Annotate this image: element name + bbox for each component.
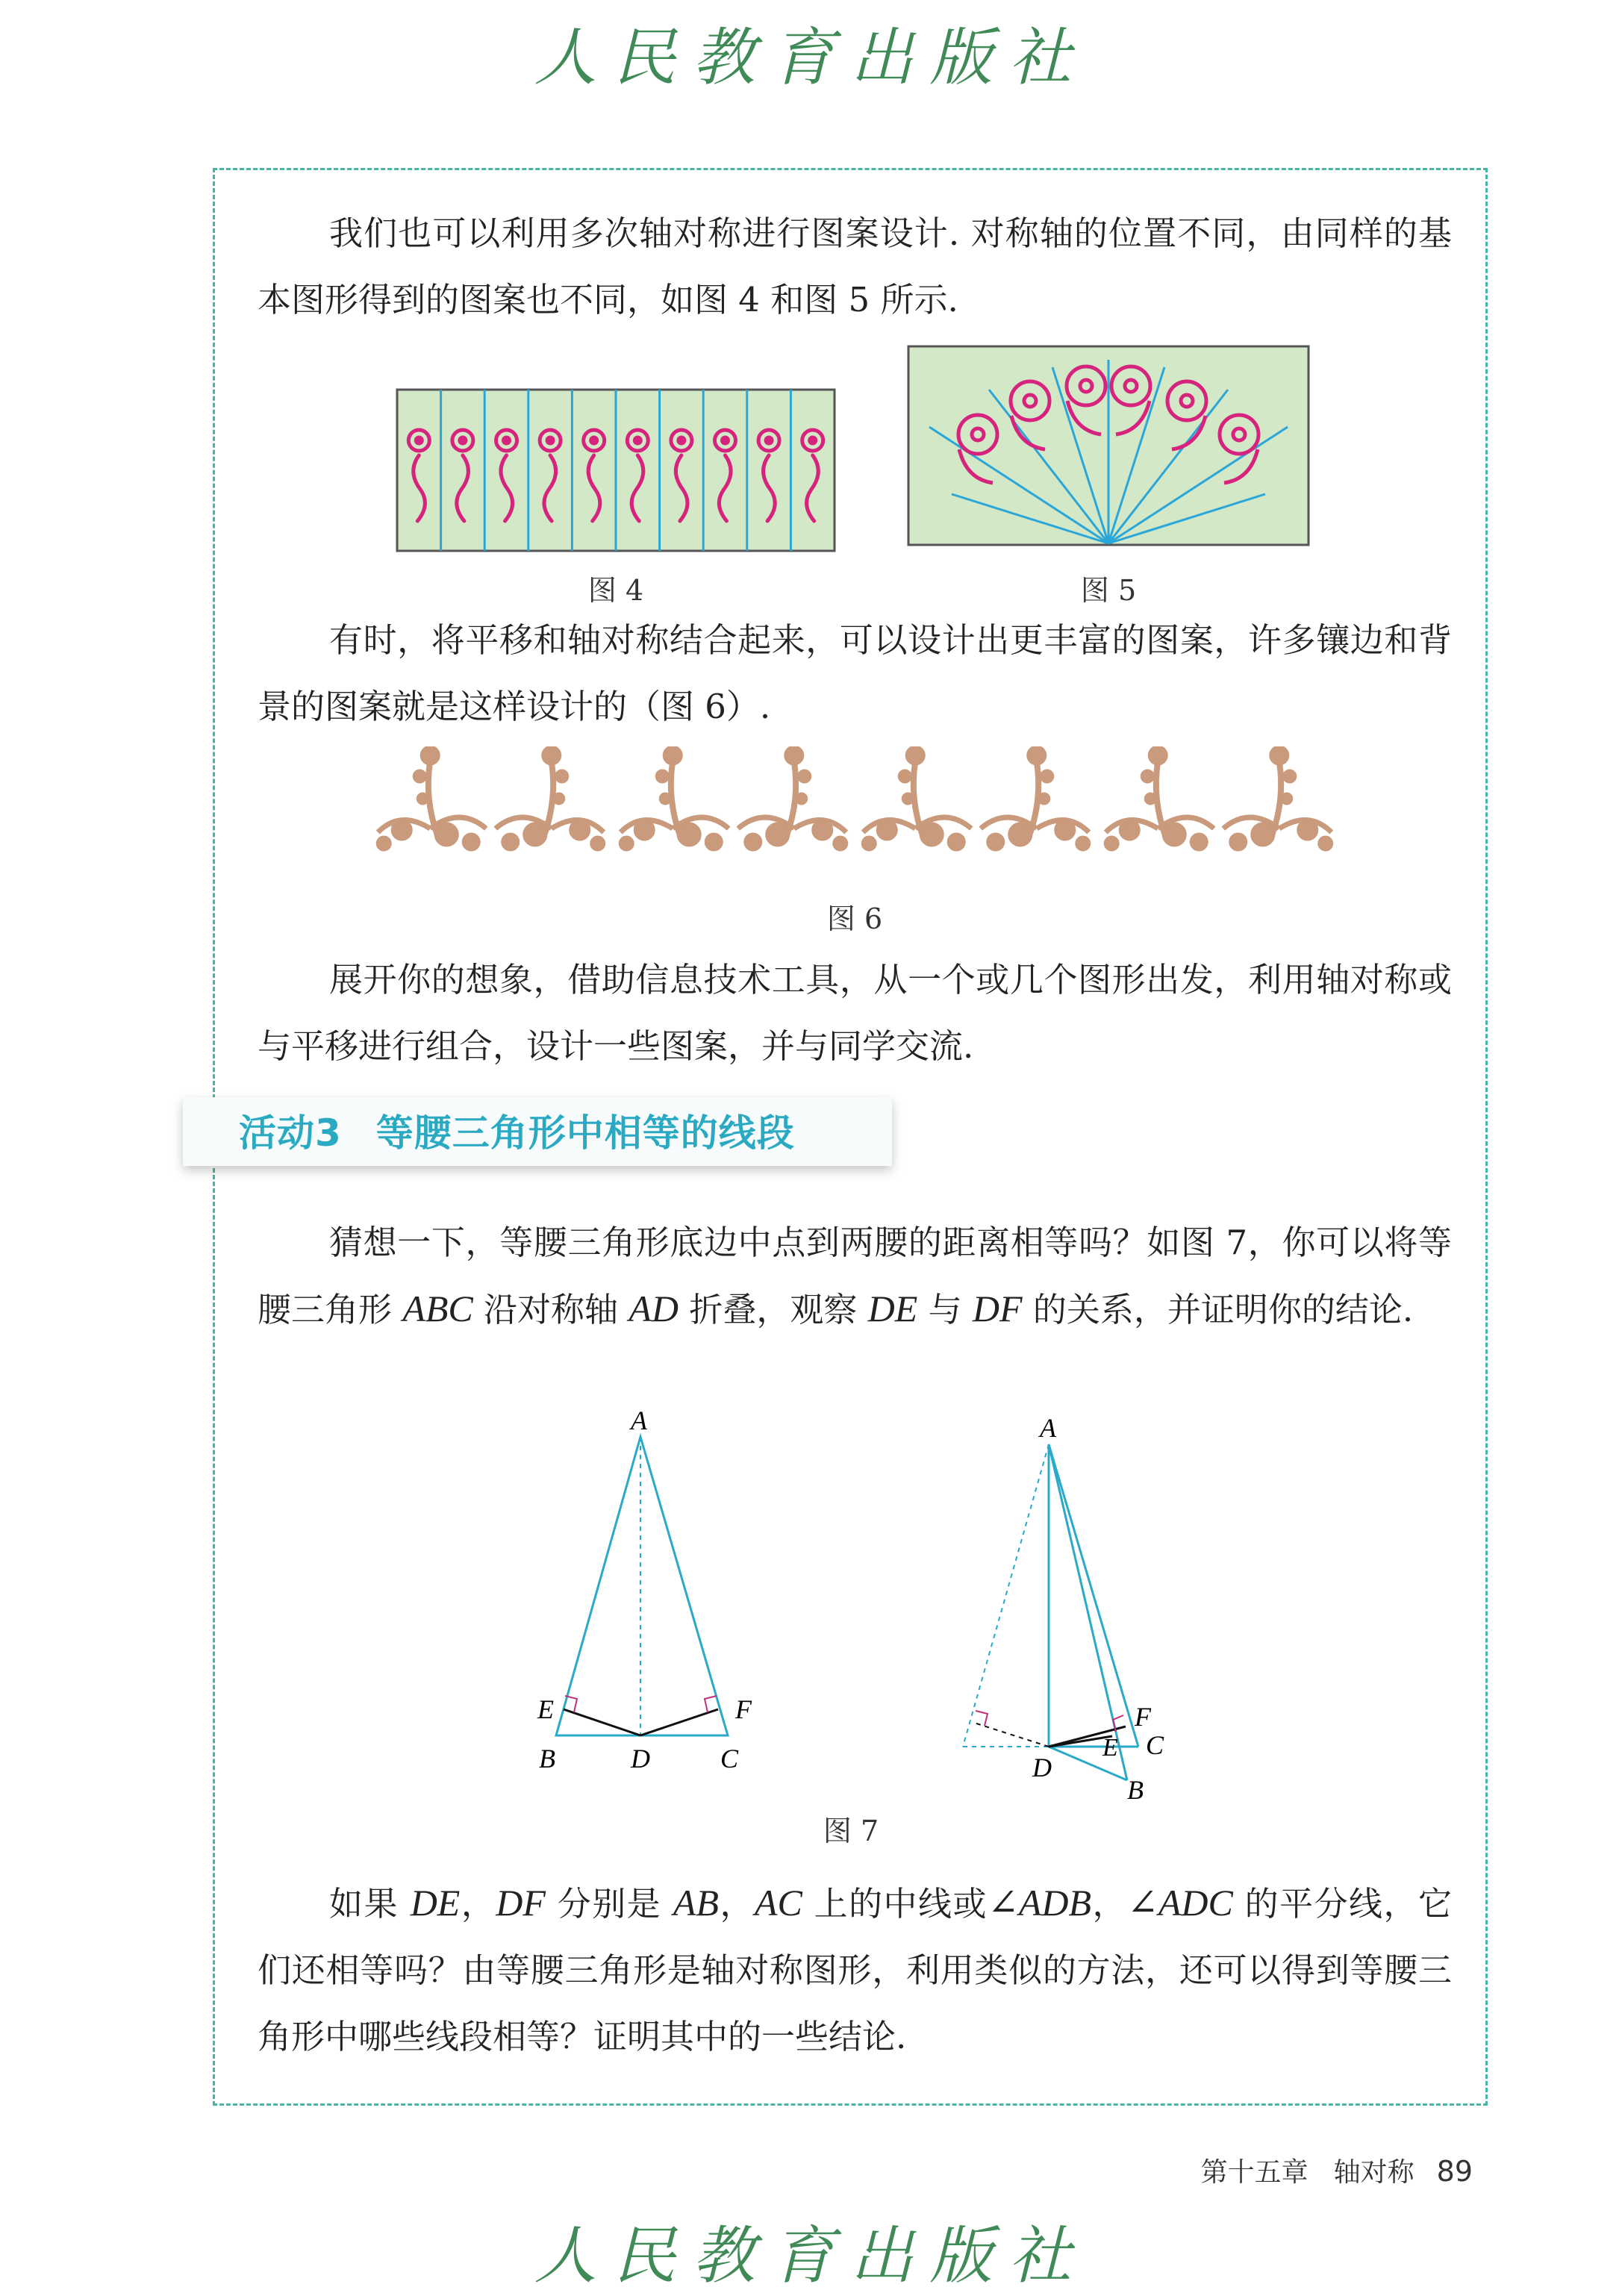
publisher-brand-header: 人民教育出版社 [534,21,1088,94]
figure-5 [907,345,1310,546]
svg-text:D: D [1032,1753,1052,1782]
paragraph-3: 展开你的想象，借助信息技术工具，从一个或几个图形出发，利用轴对称或与平移进行组合，设计一些图案，并与同学交流. [258,960,1452,1066]
svg-text:A: A [631,1406,647,1435]
figure-7-caption: 图 7 [823,1815,879,1847]
publisher-brand-footer: 人民教育出版社 [534,2219,1088,2292]
page-number: 89 [1436,2155,1473,2188]
figure-4-caption: 图 4 [587,574,644,607]
paragraph-2: 有时，将平移和轴对称结合起来，可以设计出更丰富的图案，许多镶边和背景的图案就是这样设计的（图 6）. [258,620,1452,726]
svg-text:E: E [1102,1734,1118,1762]
paragraph-4: 猜想一下，等腰三角形底边中点到两腰的距离相等吗？如图 7，你可以将等腰三角形 ABC 沿对称轴 AD 折叠，观察 DE 与 DF 的关系，并证明你的结论. [258,1223,1452,1329]
footer-section: 轴对称 [1333,2157,1414,2188]
activity-heading [239,1103,795,1157]
page-footer [1201,2151,1473,2189]
figure-4 [396,388,836,552]
svg-text:A: A [1040,1413,1056,1443]
svg-text:C: C [720,1744,739,1774]
figure-6 [369,746,1340,866]
svg-text:F: F [1135,1702,1151,1732]
activity-title: 等腰三角形中相等的线段 [375,1111,795,1155]
svg-text:C: C [1146,1730,1164,1760]
figure-6-caption: 图 6 [826,902,883,935]
svg-text:F: F [735,1694,752,1724]
footer-chapter: 第十五章 [1200,2157,1308,2188]
paragraph-5: 如果 DE，DF 分别是 AB，AC 上的中线或∠ADB，∠ADC 的平分线，它们还相等吗？由等腰三角形是轴对称图形，利用类似的方法，还可以得到等腰三角形中哪些线段相等？证明其中的一些结论. [258,1882,1452,2056]
svg-text:D: D [631,1744,650,1774]
activity-label: 活动3 [239,1111,342,1155]
svg-text:B: B [539,1744,555,1774]
figure-7-left [515,1396,769,1784]
paragraph-1: 我们也可以利用多次轴对称进行图案设计. 对称轴的位置不同，由同样的基本图形得到的图案也不同，如图 4 和图 5 所示. [258,213,1452,319]
figure-5-caption: 图 5 [1080,574,1137,607]
svg-text:E: E [537,1694,554,1724]
svg-text:B: B [1127,1775,1144,1799]
figure-7-right [944,1403,1198,1799]
